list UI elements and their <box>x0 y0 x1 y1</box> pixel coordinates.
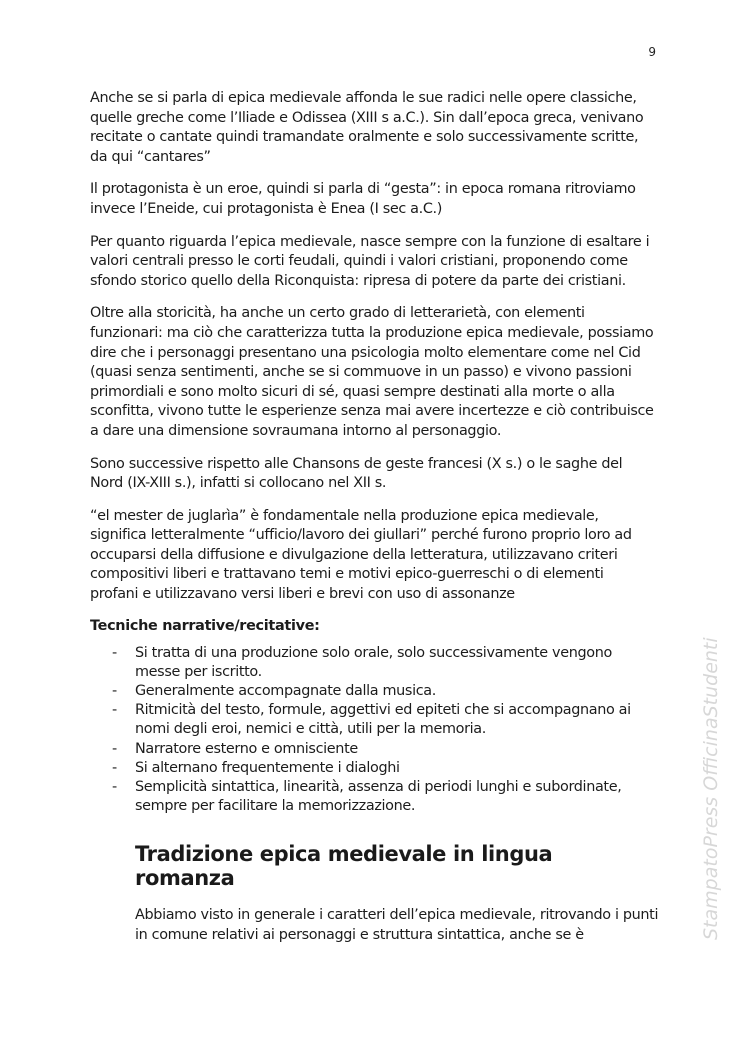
paragraph-characters: Oltre alla storicità, ha anche un certo grado di letterarietà, con elementi funzionari: ma ciò che caratterizza tutta la produzione epica medievale, possiamo dire che i personaggi presentano una psicologia molto elementare come nel Cid (quasi senza sentimenti, anche se si commuove in un passo) e vivono passioni primordiali e sono molto sicuri di sé, quasi sempre destinati alla morte o alla sconfitta, vivono tutte le esperienze senza mai avere incertezze e ciò contribuisce a dare una dimensione sovraumana intorno al personaggio. <box>90 305 654 439</box>
list-dash: - <box>112 683 117 700</box>
techniques-list <box>90 644 654 817</box>
list-item-text: Generalmente accompagnate dalla musica. <box>135 683 436 700</box>
list-item-text: Narratore esterno e omnisciente <box>135 740 358 757</box>
list-dash: - <box>112 644 117 661</box>
watermark-text: StampatoPress OfficinaStudenti <box>700 637 722 940</box>
section-heading: Tradizione epica medievale in lingua romanza <box>135 842 553 891</box>
list-item <box>90 644 654 682</box>
list-item-text: Semplicità sintattica, linearità, assenza di periodi lunghi e subordinate, sempre per facilitare la memorizzazione. <box>135 779 622 815</box>
list-item <box>90 682 654 701</box>
paragraph-epic-roots: Anche se si parla di epica medievale affonda le sue radici nelle opere classiche, quelle greche come l’Iliade e Odissea (XIII s a.C.). Sin dall’epoca greca, venivano recitate o cantate quindi tramandate oralmente e solo successivamente scritte, da qui “cantares” <box>90 90 644 165</box>
list-item <box>90 778 654 816</box>
list-item <box>90 740 654 759</box>
page-number: 9 <box>648 45 656 59</box>
list-dash: - <box>112 702 117 719</box>
list-dash: - <box>112 740 117 757</box>
watermark <box>700 540 720 940</box>
list-item-text: Ritmicità del testo, formule, aggettivi ed epiteti che si accompagnano ai nomi degli eroi, nemici e città, utili per la memoria. <box>135 702 631 738</box>
list-dash: - <box>112 779 117 796</box>
section-label: Tecniche narrative/recitative: <box>90 617 320 634</box>
paragraph-medieval-epic: Per quanto riguarda l’epica medievale, nasce sempre con la funzione di esaltare i valori centrali presso le corti feudali, quindi i valori cristiani, proponendo come sfondo storico quello della Riconquista: ripresa di potere da parte dei cristiani. <box>90 233 650 289</box>
page-content <box>90 89 659 959</box>
list-item <box>90 701 654 739</box>
paragraph-mester-de-juglaria: “el mester de juglarìa” è fondamentale nella produzione epica medievale, significa letteralmente “ufficio/lavoro dei giullari” perché furono proprio loro ad occuparsi della diffusione e divulgazione della letteratura, utilizzavano criteri compositivi liberi e trattavano temi e motivi epico-guerreschi o di elementi profani e utilizzavano versi liberi e brevi con uso di assonanze <box>90 507 632 603</box>
list-item-text: Si alternano frequentemente i dialoghi <box>135 759 400 776</box>
list-item <box>90 759 654 778</box>
closing-paragraph: Abbiamo visto in generale i caratteri dell’epica medievale, ritrovando i punti in comune relativi ai personaggi e struttura sintattica, anche se è <box>135 907 659 944</box>
paragraph-chronology: Sono successive rispetto alle Chansons de geste francesi (X s.) o le saghe del Nord (IX-XIII s.), infatti si collocano nel XII s. <box>90 455 623 492</box>
list-dash: - <box>112 759 117 776</box>
list-item-text: Si tratta di una produzione solo orale, solo successivamente vengono messe per iscritto. <box>135 644 612 680</box>
paragraph-protagonist: Il protagonista è un eroe, quindi si parla di “gesta”: in epoca romana ritroviamo invece l’Eneide, cui protagonista è Enea (I sec a.C.) <box>90 181 636 217</box>
